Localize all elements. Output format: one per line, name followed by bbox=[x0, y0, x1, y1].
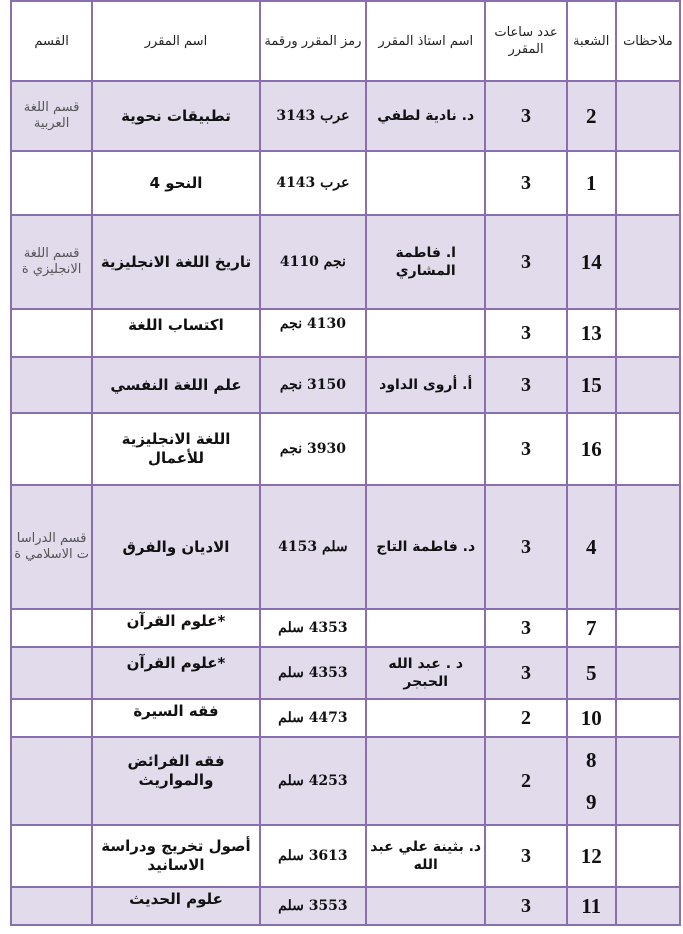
course-code-cell: عرب 3143 bbox=[260, 81, 366, 151]
section-cell: 14 bbox=[567, 215, 616, 309]
hours-cell: 3 bbox=[485, 151, 566, 215]
dept-cell bbox=[11, 647, 92, 699]
section-cell: 15 bbox=[567, 357, 616, 413]
course-code-cell: عرب 4143 bbox=[260, 151, 366, 215]
course-code-cell: 4353 سلم bbox=[260, 647, 366, 699]
hours-cell: 2 bbox=[485, 699, 566, 737]
course-code-cell: 4473 سلم bbox=[260, 699, 366, 737]
dept-cell bbox=[11, 825, 92, 887]
table-row bbox=[11, 485, 680, 609]
course-schedule-table bbox=[10, 0, 681, 926]
dept-cell bbox=[11, 887, 92, 925]
header-section: الشعبة bbox=[567, 1, 616, 81]
notes-cell bbox=[616, 647, 680, 699]
teacher-cell bbox=[366, 737, 485, 825]
section-value: 8 bbox=[585, 747, 597, 772]
course-name-cell: اللغة الانجليزية للأعمال bbox=[92, 413, 260, 485]
teacher-cell: أ. أروى الداود bbox=[366, 357, 485, 413]
notes-cell bbox=[616, 609, 680, 647]
teacher-cell bbox=[366, 151, 485, 215]
teacher-cell: د. فاطمة التاج bbox=[366, 485, 485, 609]
course-name-cell: *علوم القرآن bbox=[92, 647, 260, 699]
section-cell: 2 bbox=[567, 81, 616, 151]
header-notes: ملاحظات bbox=[616, 1, 680, 81]
notes-cell bbox=[616, 215, 680, 309]
notes-cell bbox=[616, 485, 680, 609]
header-dept: القسم bbox=[11, 1, 92, 81]
table-row bbox=[11, 887, 680, 925]
dept-cell: قسم اللغة الانجليزي ة bbox=[11, 215, 92, 309]
dept-cell bbox=[11, 357, 92, 413]
teacher-cell: د. نادية لطفي bbox=[366, 81, 485, 151]
section-cell: 16 bbox=[567, 413, 616, 485]
dept-cell bbox=[11, 609, 92, 647]
dept-cell bbox=[11, 737, 92, 825]
teacher-cell: د. بثينة علي عبد الله bbox=[366, 825, 485, 887]
header-course-name: اسم المقرر bbox=[92, 1, 260, 81]
section-value: 9 bbox=[585, 789, 597, 814]
header-course-code: رمز المقرر ورقمة bbox=[260, 1, 366, 81]
hours-cell: 3 bbox=[485, 887, 566, 925]
hours-cell: 3 bbox=[485, 647, 566, 699]
notes-cell bbox=[616, 825, 680, 887]
table-row bbox=[11, 413, 680, 485]
course-name-cell: اكتساب اللغة bbox=[92, 309, 260, 357]
teacher-cell bbox=[366, 413, 485, 485]
header-teacher: اسم استاذ المقرر bbox=[366, 1, 485, 81]
hours-cell: 3 bbox=[485, 357, 566, 413]
course-code-cell: 3613 سلم bbox=[260, 825, 366, 887]
course-name-cell: تطبيقات نحوية bbox=[92, 81, 260, 151]
notes-cell bbox=[616, 309, 680, 357]
notes-cell bbox=[616, 413, 680, 485]
table-row bbox=[11, 647, 680, 699]
notes-cell bbox=[616, 737, 680, 825]
hours-cell: 3 bbox=[485, 825, 566, 887]
course-name-cell: أصول تخريج ودراسة الاسانيد bbox=[92, 825, 260, 887]
dept-cell: قسم الدراسا ت الاسلامي ة bbox=[11, 485, 92, 609]
section-split bbox=[570, 739, 613, 823]
table-row bbox=[11, 609, 680, 647]
notes-cell bbox=[616, 357, 680, 413]
dept-cell bbox=[11, 413, 92, 485]
section-cell: 11 bbox=[567, 887, 616, 925]
teacher-cell: د . عبد الله الحبجر bbox=[366, 647, 485, 699]
dept-cell bbox=[11, 151, 92, 215]
section-cell: 10 bbox=[567, 699, 616, 737]
dept-cell: قسم اللغة العربية bbox=[11, 81, 92, 151]
course-name-cell: فقه الفرائض والمواريث bbox=[92, 737, 260, 825]
table-row bbox=[11, 215, 680, 309]
hours-cell: 3 bbox=[485, 609, 566, 647]
hours-cell: 3 bbox=[485, 485, 566, 609]
table-header-row bbox=[11, 1, 680, 81]
course-code-cell: 3930 نجم bbox=[260, 413, 366, 485]
table-row bbox=[11, 699, 680, 737]
course-name-cell: علم اللغة النفسي bbox=[92, 357, 260, 413]
notes-cell bbox=[616, 81, 680, 151]
course-name-cell: علوم الحديث bbox=[92, 887, 260, 925]
hours-cell: 3 bbox=[485, 309, 566, 357]
section-cell: 13 bbox=[567, 309, 616, 357]
teacher-cell bbox=[366, 309, 485, 357]
course-name-cell: *علوم القرآن bbox=[92, 609, 260, 647]
course-code-cell: 4253 سلم bbox=[260, 737, 366, 825]
notes-cell bbox=[616, 887, 680, 925]
section-cell bbox=[567, 737, 616, 825]
course-code-cell: 3553 سلم bbox=[260, 887, 366, 925]
course-name-cell: النحو 4 bbox=[92, 151, 260, 215]
section-cell: 12 bbox=[567, 825, 616, 887]
course-table-wrapper bbox=[10, 0, 681, 926]
course-code-cell: 4130 نجم bbox=[260, 309, 366, 357]
hours-cell: 2 bbox=[485, 737, 566, 825]
course-name-cell: فقه السيرة bbox=[92, 699, 260, 737]
course-code-cell: 3150 نجم bbox=[260, 357, 366, 413]
hours-cell: 3 bbox=[485, 81, 566, 151]
notes-cell bbox=[616, 151, 680, 215]
section-cell: 1 bbox=[567, 151, 616, 215]
course-name-cell: الاديان والفرق bbox=[92, 485, 260, 609]
course-code-cell: سلم 4153 bbox=[260, 485, 366, 609]
notes-cell bbox=[616, 699, 680, 737]
teacher-cell bbox=[366, 699, 485, 737]
teacher-cell: ا. فاطمة المشاري bbox=[366, 215, 485, 309]
hours-cell: 3 bbox=[485, 413, 566, 485]
table-row bbox=[11, 357, 680, 413]
course-code-cell: 4353 سلم bbox=[260, 609, 366, 647]
table-row bbox=[11, 151, 680, 215]
section-cell: 4 bbox=[567, 485, 616, 609]
header-hours: عدد ساعات المقرر bbox=[485, 1, 566, 81]
section-cell: 5 bbox=[567, 647, 616, 699]
dept-cell bbox=[11, 309, 92, 357]
table-row bbox=[11, 737, 680, 825]
teacher-cell bbox=[366, 609, 485, 647]
table-row bbox=[11, 81, 680, 151]
course-name-cell: تاريخ اللغة الانجليزية bbox=[92, 215, 260, 309]
table-row bbox=[11, 825, 680, 887]
table-row bbox=[11, 309, 680, 357]
section-cell: 7 bbox=[567, 609, 616, 647]
course-code-cell: نجم 4110 bbox=[260, 215, 366, 309]
dept-cell bbox=[11, 699, 92, 737]
teacher-cell bbox=[366, 887, 485, 925]
hours-cell: 3 bbox=[485, 215, 566, 309]
